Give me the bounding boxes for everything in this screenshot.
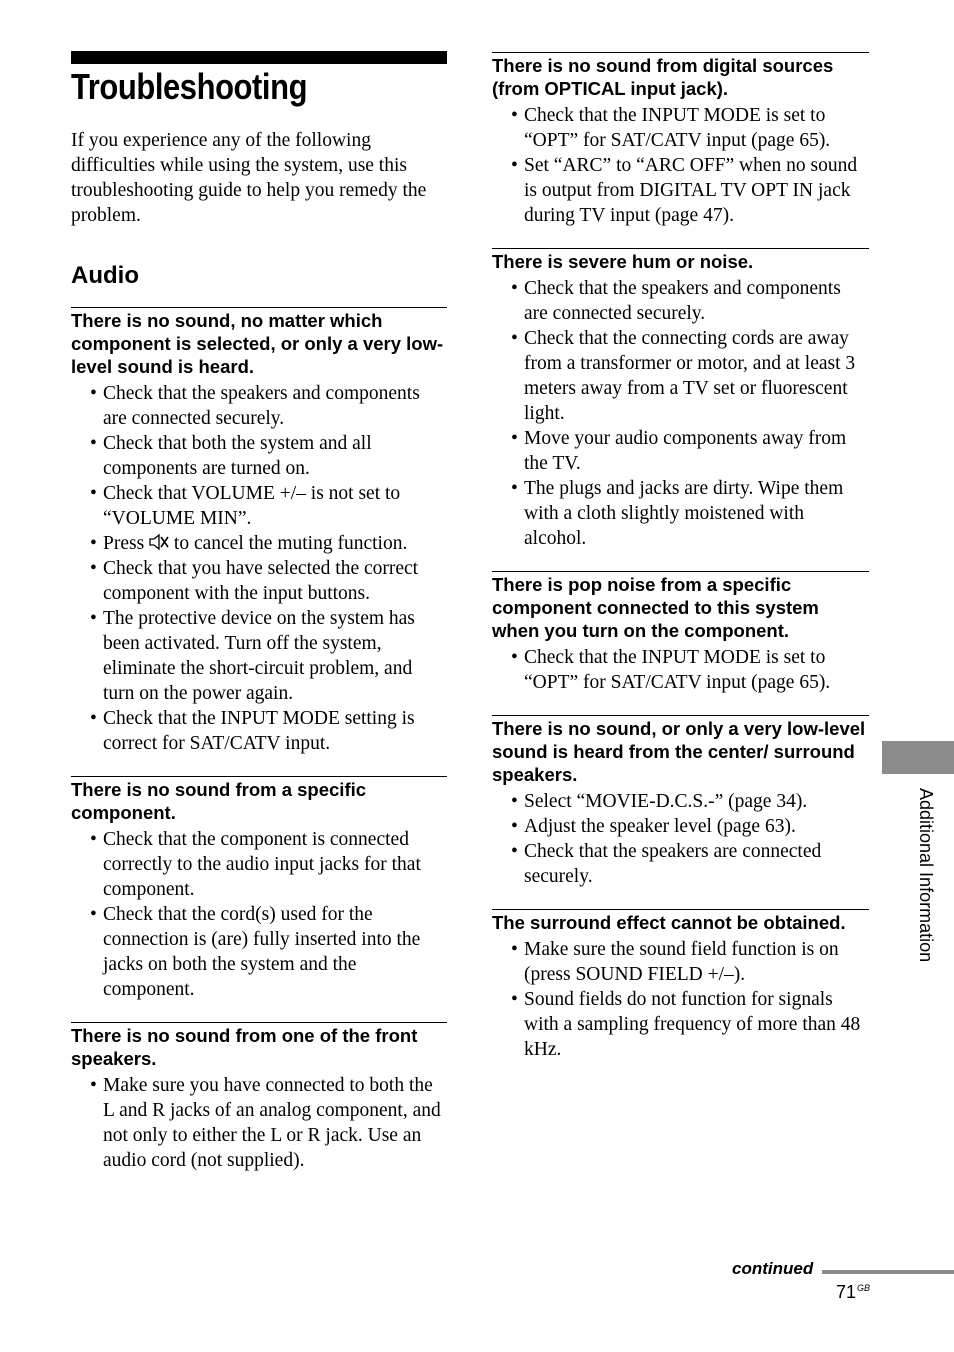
- list-item: • Check that the speakers and components are connected securely.: [71, 381, 447, 431]
- issue-block-center-surround: [492, 715, 869, 889]
- section-heading-audio: Audio: [71, 262, 139, 289]
- bullet-list: [71, 827, 447, 1002]
- list-item: • Make sure the sound field function is on (press SOUND FIELD +/–).: [492, 937, 869, 987]
- press-text: Press: [103, 533, 145, 554]
- issue-block-pop-noise: [492, 571, 869, 695]
- side-section-label: Additional Information: [916, 788, 936, 963]
- list-item: • Check that the speakers are connected securely.: [492, 839, 869, 889]
- issue-heading: There is no sound from digital sources (from OPTICAL input jack).: [492, 55, 834, 99]
- issue-block-no-sound: [71, 307, 447, 756]
- issue-block-digital-sources: [492, 52, 869, 228]
- list-item: • Adjust the speaker level (page 63).: [492, 814, 869, 839]
- page-title: Troubleshooting: [71, 66, 308, 107]
- issue-heading: There is pop noise from a specific component connected to this system when you turn on the component.: [492, 574, 819, 641]
- issue-heading: There is severe hum or noise.: [492, 251, 754, 272]
- mute-speaker-icon: [149, 533, 169, 551]
- issue-block-specific-component: [71, 776, 447, 1002]
- list-item: • Check that the INPUT MODE is set to “OPT” for SAT/CATV input (page 65).: [492, 103, 869, 153]
- list-item: • Make sure you have connected to both the L and R jacks of an analog component, and not only to either the L or R jack. Use an audio cord (not supplied).: [71, 1073, 447, 1173]
- issue-heading: The surround effect cannot be obtained.: [492, 912, 846, 933]
- issue-heading: There is no sound from one of the front speakers.: [71, 1025, 418, 1069]
- list-item: • Check that the component is connected correctly to the audio input jacks for that component.: [71, 827, 447, 902]
- title-bar: [71, 51, 447, 64]
- list-item: [71, 531, 447, 556]
- list-item: • Sound fields do not function for signals with a sampling frequency of more than 48 kHz.: [492, 987, 869, 1062]
- list-item: • The protective device on the system has been activated. Turn off the system, eliminate the short-circuit problem, and turn on the power again.: [71, 606, 447, 706]
- bullet-list: [492, 789, 869, 889]
- press-suffix-text: to cancel the muting function.: [169, 533, 408, 554]
- continued-label: continued: [732, 1259, 814, 1278]
- bullet-list: [71, 1073, 447, 1173]
- issue-heading: There is no sound, or only a very low-level sound is heard from the center/ surround speakers.: [492, 718, 866, 785]
- page-number: [836, 1282, 870, 1303]
- issue-block-front-speakers: [71, 1022, 447, 1173]
- list-item: • Check that the cord(s) used for the connection is (are) fully inserted into the jacks on both the system and the component.: [71, 902, 447, 1002]
- intro-paragraph: If you experience any of the following difficulties while using the system, use this troubleshooting guide to help you remedy the problem.: [71, 130, 427, 226]
- list-item: • Check that the INPUT MODE is set to “OPT” for SAT/CATV input (page 65).: [492, 645, 869, 695]
- list-item: • Check that both the system and all components are turned on.: [71, 431, 447, 481]
- page-number-suffix: GB: [857, 1283, 871, 1293]
- issue-heading: There is no sound from a specific component.: [71, 779, 367, 823]
- list-item: • Select “MOVIE-D.C.S.-” (page 34).: [492, 789, 869, 814]
- list-item: • Check that the connecting cords are away from a transformer or motor, and at least 3 meters away from a TV set or fluorescent light.: [492, 326, 869, 426]
- list-item: • Set “ARC” to “ARC OFF” when no sound is output from DIGITAL TV OPT IN jack during TV input (page 47).: [492, 153, 869, 228]
- list-item: • Move your audio components away from the TV.: [492, 426, 869, 476]
- bullet-list: [492, 103, 869, 228]
- issue-block-hum-noise: [492, 248, 869, 551]
- list-item: • The plugs and jacks are dirty. Wipe them with a cloth slightly moistened with alcohol.: [492, 476, 869, 551]
- section-tab-marker: [882, 741, 954, 774]
- list-item: • Check that VOLUME +/– is not set to “VOLUME MIN”.: [71, 481, 447, 531]
- bullet-list: [492, 276, 869, 551]
- list-item: • Check that the INPUT MODE setting is correct for SAT/CATV input.: [71, 706, 447, 756]
- page-number-value: 71: [836, 1282, 857, 1302]
- list-item: • Check that you have selected the correct component with the input buttons.: [71, 556, 447, 606]
- continued-bar: [822, 1270, 954, 1274]
- issue-heading: There is no sound, no matter which component is selected, or only a very low-level sound is heard.: [71, 310, 444, 377]
- bullet-list: [492, 937, 869, 1062]
- bullet-list: [71, 381, 447, 756]
- bullet-list: [492, 645, 869, 695]
- list-item: • Check that the speakers and components are connected securely.: [492, 276, 869, 326]
- issue-block-surround-effect: [492, 909, 869, 1062]
